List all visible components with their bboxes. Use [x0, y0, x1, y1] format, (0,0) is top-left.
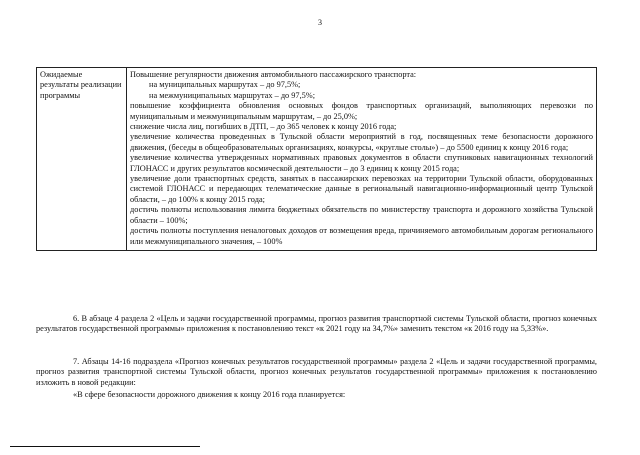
result-item: на муниципальных маршрутах – до 97,5%;	[149, 80, 301, 90]
results-list	[127, 68, 597, 251]
paragraph-8: «В сфере безопасности дорожного движения к концу 2016 года планируется:	[73, 390, 346, 399]
result-item: Повышение регулярности движения автомобильного пассажирского транспорта:	[130, 70, 417, 79]
result-item: достичь полноты использования лимита бюджетных обязательств по министерству транспорта и дорожного хозяйства Тульской области – 100%;	[130, 205, 593, 225]
result-item: на межмуниципальных маршрутах – до 97,5%;	[149, 90, 316, 100]
result-item: повышение коэффициента обновления основных фондов транспортных организаций, выполняющих перевозки по муниципальным и межмуниципальным маршрутам, – до 25,0%;	[130, 101, 593, 121]
page-number: 3	[318, 18, 322, 27]
expected-results-table	[36, 67, 597, 251]
paragraph-6: 6. В абзаце 4 раздела 2 «Цель и задачи государственной программы, прогноз развития транспортной системы Тульской области, прогноз конечных результатов государственной программы» приложения к постановлению текст «к 2021 году на 34,7%» заменить текстом «к 2016 году на 5,33%».	[36, 314, 597, 334]
row-label: Ожидаемые результаты реализации программы	[37, 68, 127, 251]
result-item: увеличение количества проведенных в Тульской области мероприятий в год, посвященных теме безопасности дорожного движения, (беседы в общеобразовательных организациях, конкурсы, «круглые столы») – до 5500 единиц к концу 2016 года;	[130, 132, 593, 152]
table-row	[37, 68, 597, 251]
paragraph-7: 7. Абзацы 14-16 подраздела «Прогноз конечных результатов государственной программы» раздела 2 «Цель и задачи государственной программы, прогноз развития транспортной системы Тульской области, прогноз конечных результатов государственной программы» приложения к постановлению изложить в новой редакции:	[36, 357, 597, 387]
result-item: увеличение доли транспортных средств, занятых в пассажирских перевозках на территории Тульской области, оборудованных системой ГЛОНАСС и передающих телематические данные в региональный навигационно-информационный центр Тульской области, – до 100% к концу 2015 года;	[130, 174, 593, 204]
result-item: достичь полноты поступления неналоговых доходов от возмещения вреда, причиняемого автомобильным дорогам регионального или межмуниципального значения, – 100%	[130, 226, 593, 246]
footnote-divider	[10, 446, 200, 447]
result-item: снижение числа лиц, погибших в ДТП, – до 365 человек к концу 2016 года;	[130, 122, 397, 132]
result-item: увеличение количества утвержденных нормативных правовых документов в области спутниковых навигационных технологий ГЛОНАСС и других результатов космической деятельности – до 3 единиц к концу 2015 года;	[130, 153, 593, 173]
